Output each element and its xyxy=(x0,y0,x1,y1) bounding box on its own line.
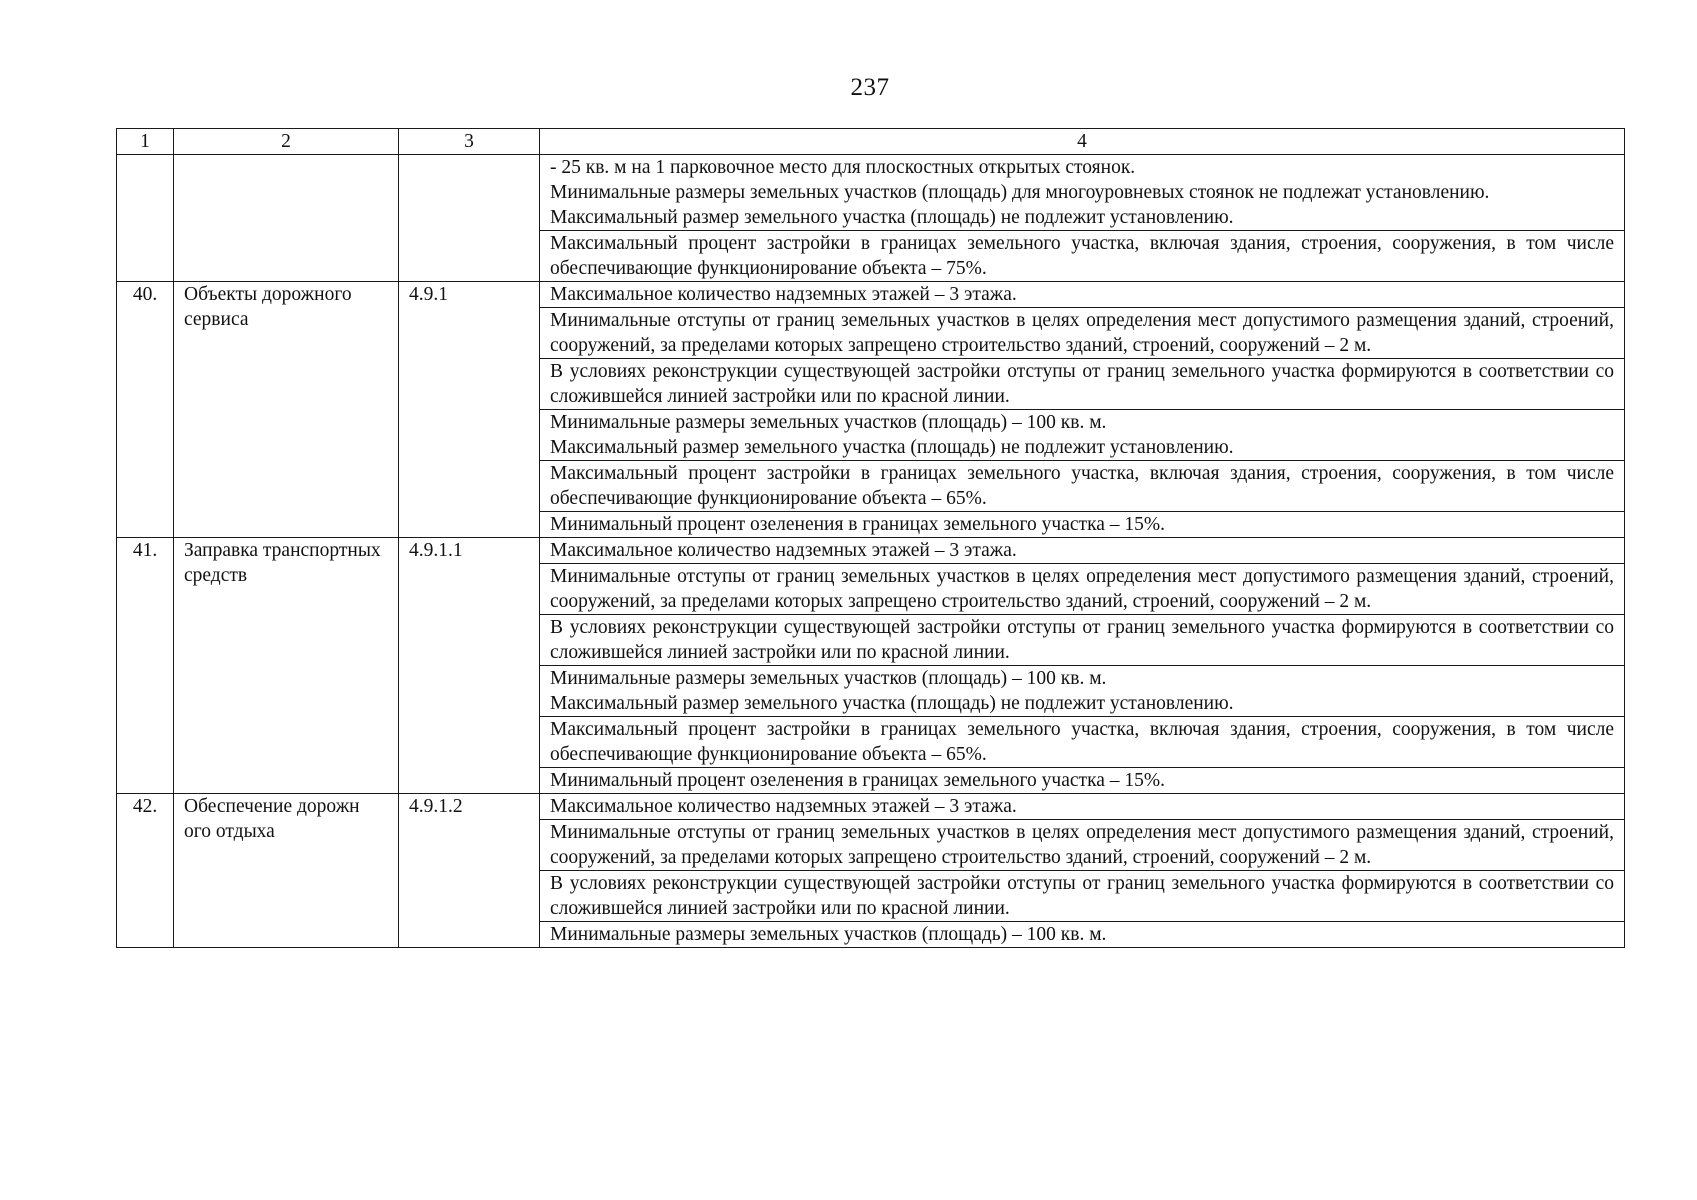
name-cell xyxy=(174,155,399,282)
requirement-text: Максимальный размер земельного участка (площадь) не подлежит установлению. xyxy=(550,437,1234,458)
entry-number: 41. xyxy=(117,538,174,794)
header-col-1: 1 xyxy=(117,129,174,155)
requirement-text: Максимальный размер земельного участка (площадь) не подлежит установлению. xyxy=(550,207,1234,228)
number-cell xyxy=(117,155,174,282)
requirement-cell xyxy=(540,308,1625,359)
requirement-cell xyxy=(540,615,1625,666)
requirement-text: Минимальный процент озеленения в границах земельного участка – 15%. xyxy=(550,514,1166,535)
requirement-text: Максимальное количество надземных этажей – 3 этажа. xyxy=(550,284,1017,305)
entry-name: Обеспечение дорожн ого отдыха xyxy=(174,794,399,948)
entry-code: 4.9.1.2 xyxy=(399,794,540,948)
entry-code: 4.9.1 xyxy=(399,282,540,538)
requirement-text: Максимальное количество надземных этажей – 3 этажа. xyxy=(550,540,1017,561)
header-col-2: 2 xyxy=(174,129,399,155)
requirement-text: Минимальные размеры земельных участков (площадь) – 100 кв. м. xyxy=(550,924,1107,945)
table-body xyxy=(117,155,1625,948)
requirement-cell xyxy=(540,461,1625,512)
requirement-cell xyxy=(540,768,1625,794)
requirement-cell xyxy=(540,155,1625,231)
regulations-table xyxy=(116,128,1625,948)
requirement-text: Максимальный процент застройки в границах земельного участка, включая здания, строения, сооружения, в том числе обеспечивающие функционирование объекта – 75%. xyxy=(550,233,1614,279)
requirement-cell xyxy=(540,820,1625,871)
requirement-cell xyxy=(540,410,1625,461)
header-col-3: 3 xyxy=(399,129,540,155)
table-row xyxy=(117,155,1625,231)
requirement-cell xyxy=(540,282,1625,308)
requirement-text: Минимальные отступы от границ земельных участков в целях определения мест допустимого размещения зданий, строений, сооружений, за пределами которых запрещено строительство зданий, строений, сооружений – 2 м. xyxy=(550,310,1614,356)
requirement-cell xyxy=(540,512,1625,538)
table-row xyxy=(117,538,1625,564)
requirement-text: Минимальные отступы от границ земельных участков в целях определения мест допустимого размещения зданий, строений, сооружений, за пределами которых запрещено строительство зданий, строений, сооружений – 2 м. xyxy=(550,822,1614,868)
table-row xyxy=(117,794,1625,820)
requirement-text: Минимальные размеры земельных участков (площадь) для многоуровневых стоянок не подлежат установлению. xyxy=(550,182,1490,203)
entry-number: 42. xyxy=(117,794,174,948)
entry-number: 40. xyxy=(117,282,174,538)
requirement-cell xyxy=(540,564,1625,615)
requirement-cell xyxy=(540,922,1625,948)
entry-name: Объекты дорожного сервиса xyxy=(174,282,399,538)
requirement-cell xyxy=(540,666,1625,717)
header-col-4: 4 xyxy=(540,129,1625,155)
requirement-cell xyxy=(540,359,1625,410)
code-cell xyxy=(399,155,540,282)
header-row xyxy=(117,129,1625,155)
requirement-cell xyxy=(540,538,1625,564)
requirement-text: Максимальный процент застройки в границах земельного участка, включая здания, строения, сооружения, в том числе обеспечивающие функционирование объекта – 65%. xyxy=(550,719,1614,765)
requirement-text: В условиях реконструкции существующей застройки отступы от границ земельного участка формируются в соответствии со сложившейся линией застройки или по красной линии. xyxy=(550,617,1614,663)
requirement-text: Максимальный процент застройки в границах земельного участка, включая здания, строения, сооружения, в том числе обеспечивающие функционирование объекта – 65%. xyxy=(550,463,1614,509)
requirement-text: Минимальные отступы от границ земельных участков в целях определения мест допустимого размещения зданий, строений, сооружений, за пределами которых запрещено строительство зданий, строений, сооружений – 2 м. xyxy=(550,566,1614,612)
requirement-cell xyxy=(540,794,1625,820)
requirement-text: Максимальное количество надземных этажей – 3 этажа. xyxy=(550,796,1017,817)
requirement-text: В условиях реконструкции существующей застройки отступы от границ земельного участка формируются в соответствии со сложившейся линией застройки или по красной линии. xyxy=(550,361,1614,407)
page-number: 237 xyxy=(850,74,890,101)
requirement-text: В условиях реконструкции существующей застройки отступы от границ земельного участка формируются в соответствии со сложившейся линией застройки или по красной линии. xyxy=(550,873,1614,919)
requirement-cell xyxy=(540,871,1625,922)
entry-code: 4.9.1.1 xyxy=(399,538,540,794)
table-row xyxy=(117,282,1625,308)
requirement-cell xyxy=(540,231,1625,282)
requirement-cell xyxy=(540,717,1625,768)
entry-name: Заправка транспортных средств xyxy=(174,538,399,794)
requirement-text: Максимальный размер земельного участка (площадь) не подлежит установлению. xyxy=(550,693,1234,714)
requirement-text: Минимальные размеры земельных участков (площадь) – 100 кв. м. xyxy=(550,668,1107,689)
requirement-text: - 25 кв. м на 1 парковочное место для плоскостных открытых стоянок. xyxy=(550,157,1136,178)
requirement-text: Минимальные размеры земельных участков (площадь) – 100 кв. м. xyxy=(550,412,1107,433)
requirement-text: Минимальный процент озеленения в границах земельного участка – 15%. xyxy=(550,770,1166,791)
